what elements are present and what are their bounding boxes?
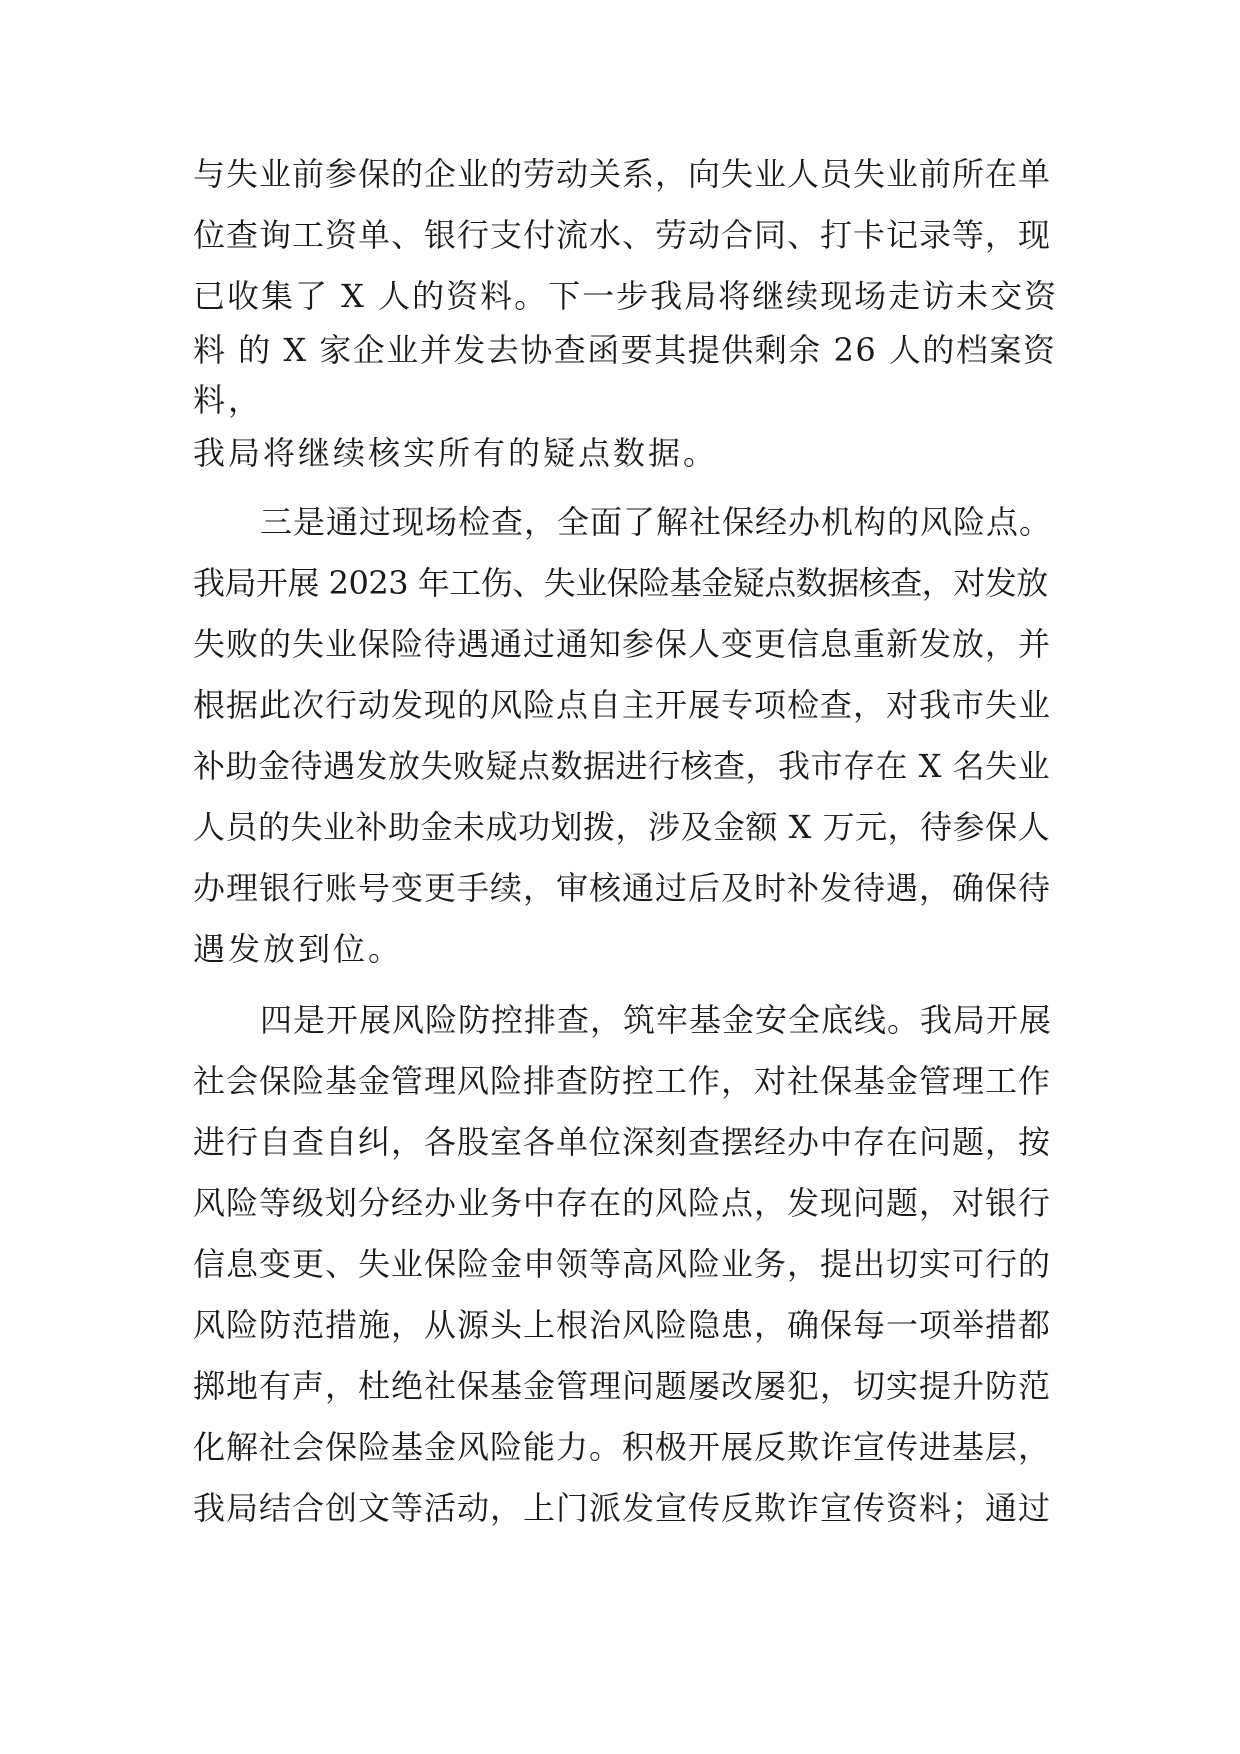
paragraph-first-line: 三是通过现场检查，全面了解社保经办机构的风险点。	[260, 503, 1053, 541]
text-line: 进行自查自纠，各股室各单位深刻查摆经办中存在问题，按	[193, 1123, 1052, 1161]
text-line: 遇发放到位。	[193, 930, 404, 968]
text-line: 掷地有声，杜绝社保基金管理问题屡改屡犯，切实提升防范	[193, 1367, 1052, 1405]
text-line: 我局开展 2023 年工伤、失业保险基金疑点数据核查，对发放	[193, 564, 1048, 602]
text-line: 料，	[193, 381, 264, 419]
text-line: 已收集了 X 人的资料。下一步我局将继续现场走访未交资	[193, 277, 1059, 315]
text-line: 与失业前参保的企业的劳动关系，向失业人员失业前所在单	[193, 155, 1052, 193]
text-line: 信息变更、失业保险金申领等高风险业务，提出切实可行的	[193, 1245, 1052, 1283]
text-line: 风险等级划分经办业务中存在的风险点，发现问题，对银行	[193, 1184, 1052, 1222]
text-line: 办理银行账号变更手续，审核通过后及时补发待遇，确保待	[193, 869, 1052, 907]
text-line: 失败的失业保险待遇通过通知参保人变更信息重新发放，并	[193, 625, 1052, 663]
text-line: 我局将继续核实所有的疑点数据。	[193, 434, 719, 472]
text-line: 人员的失业补助金未成功划拨，涉及金额 X 万元，待参保人	[193, 808, 1051, 846]
text-line: 位查询工资单、银行支付流水、劳动合同、打卡记录等，现	[193, 216, 1052, 254]
text-line: 社会保险基金管理风险排查防控工作，对社保基金管理工作	[193, 1062, 1052, 1100]
text-line: 化解社会保险基金风险能力。积极开展反欺诈宣传进基层，	[193, 1428, 1052, 1466]
text-line: 料 的 X 家企业并发去协查函要其提供剩余 26 人的档案资	[193, 331, 1057, 369]
text-line: 根据此次行动发现的风险点自主开展专项检查，对我市失业	[193, 686, 1052, 724]
text-line: 我局结合创文等活动，上门派发宣传反欺诈宣传资料；通过	[193, 1489, 1052, 1527]
text-line: 补助金待遇发放失败疑点数据进行核查，我市存在 X 名失业	[193, 747, 1051, 785]
paragraph-first-line: 四是开展风险防控排查，筑牢基金安全底线。我局开展	[260, 1001, 1053, 1039]
text-line: 风险防范措施，从源头上根治风险隐患，确保每一项举措都	[193, 1306, 1052, 1344]
